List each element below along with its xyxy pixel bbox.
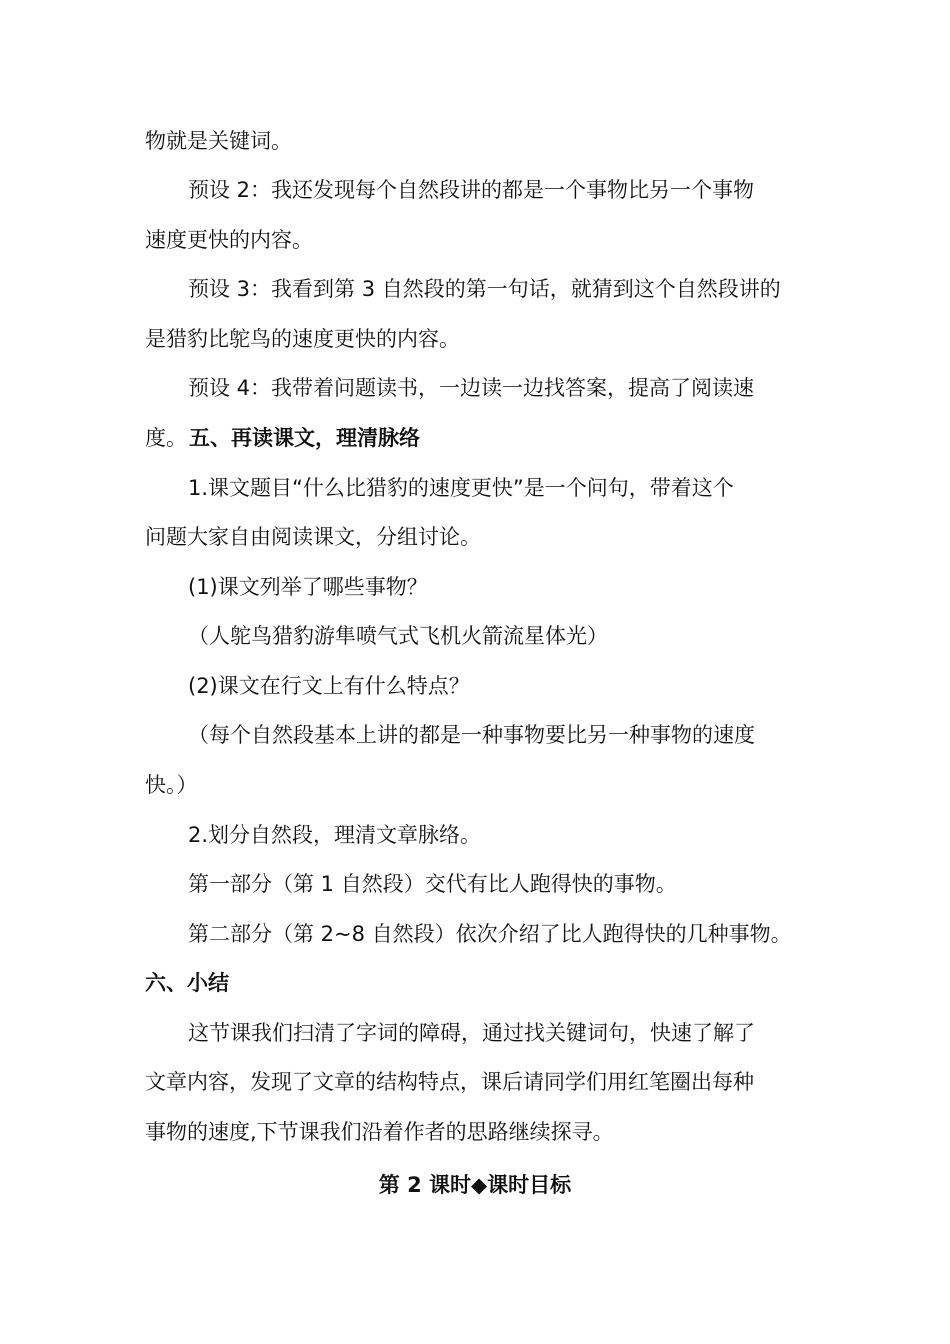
answer-line: （每个自然段基本上讲的都是一种事物要比另一种事物的速度 [188, 723, 755, 747]
answer-line: 快。） [145, 773, 198, 797]
section-heading: 五、再读课文，理清脉络 [189, 426, 420, 450]
question-line: (1)课文列举了哪些事物？ [188, 575, 428, 599]
paragraph-line: 预设 2：我还发现每个自然段讲的都是一个事物比另一个事物 [188, 178, 755, 202]
paragraph-line: 事物的速度,下节课我们沿着作者的思路继续探寻。 [145, 1120, 614, 1144]
paragraph-line: 第一部分（第 1 自然段）交代有比人跑得快的事物。 [188, 872, 677, 896]
paragraph-line: 物就是关键词。 [145, 129, 292, 153]
paragraph-line: 2.划分自然段，理清文章脉络。 [188, 823, 482, 847]
paragraph-line: 第二部分（第 2~8 自然段）依次介绍了比人跑得快的几种事物。 [188, 922, 792, 946]
paragraph-line: 这节课我们扫清了字词的障碍，通过找关键词句，快速了解了 [188, 1021, 755, 1045]
lesson-title: 第 2 课时◆课时目标 [378, 1173, 572, 1197]
paragraph-line: 度。 [145, 426, 187, 450]
paragraph-line: 速度更快的内容。 [145, 228, 313, 252]
paragraph-line: 预设 3：我看到第 3 自然段的第一句话，就猜到这个自然段讲的 [188, 277, 781, 301]
section-heading: 六、小结 [145, 971, 229, 995]
answer-line: （人鸵鸟猎豹游隼喷气式飞机火箭流星体光） [188, 624, 608, 648]
paragraph-line: 问题大家自由阅读课文，分组讨论。 [145, 525, 481, 549]
question-line: (2)课文在行文上有什么特点？ [188, 674, 470, 698]
paragraph-line: 是猎豹比鸵鸟的速度更快的内容。 [145, 327, 460, 351]
paragraph-line: 预设 4：我带着问题读书，一边读一边找答案，提高了阅读速 [188, 376, 755, 400]
paragraph-line: 文章内容，发现了文章的结构特点，课后请同学们用红笔圈出每种 [145, 1070, 754, 1094]
paragraph-line: 1.课文题目“什么比猎豹的速度更快”是一个问句，带着这个 [188, 476, 734, 500]
